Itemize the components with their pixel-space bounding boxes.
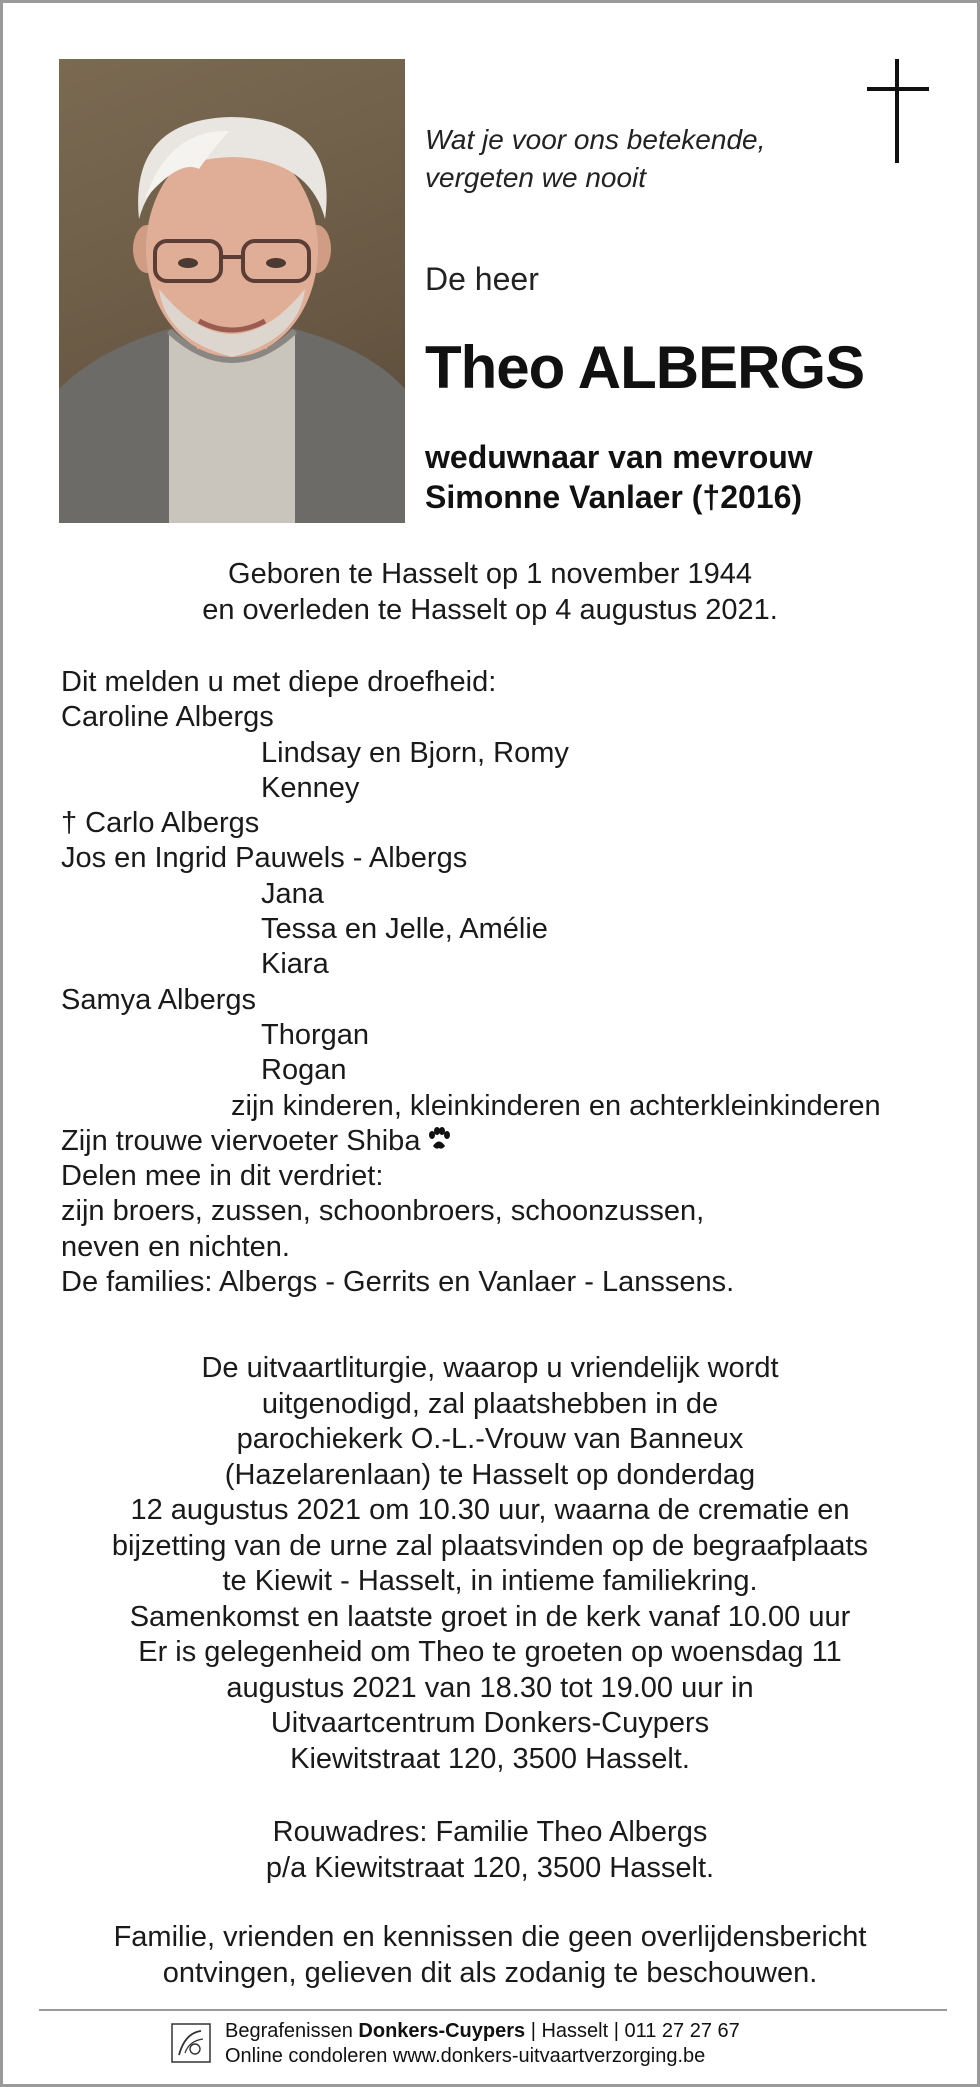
dates-line: en overleden te Hasselt op 4 augustus 2021. (202, 593, 778, 626)
family-line (61, 1089, 881, 1124)
family-line (61, 983, 881, 1018)
funeral-home-logo-icon (171, 2023, 211, 2063)
motto-line: vergeten we nooit (425, 162, 647, 193)
family-line (61, 771, 881, 806)
funeral-details (3, 1351, 977, 1777)
family-line-text: Thorgan (261, 1018, 370, 1051)
family-line (61, 1124, 881, 1159)
family-line (61, 736, 881, 771)
family-line (61, 665, 881, 700)
address-line: p/a Kiewitstraat 120, 3500 Hasselt. (265, 1851, 715, 1884)
spouse-line: Simonne Vanlaer (†2016) (425, 479, 803, 515)
footer-prefix: Begrafenissen (225, 2020, 359, 2042)
company-name: Donkers-Cuypers (358, 2020, 526, 2042)
family-line-text: Jana (261, 877, 324, 910)
closing-line: Familie, vrienden en kennissen die geen overlijdensbericht (113, 1921, 867, 1953)
birth-death-dates (3, 557, 977, 628)
funeral-details-line: Uitvaartcentrum Donkers-Cuypers (270, 1707, 710, 1739)
footer-line-2: Online condoleren www.donkers-uitvaartverzorging.be (225, 2045, 706, 2067)
paw-icon (426, 1126, 452, 1152)
family-line (61, 947, 881, 982)
funeral-details-line: bijzetting van de urne zal plaatsvinden op de begraafplaats (111, 1529, 869, 1562)
motto (425, 121, 765, 197)
family-line-text: Caroline Albergs (61, 701, 274, 734)
funeral-details-line: Er is gelegenheid om Theo te groeten op woensdag 11 (138, 1636, 842, 1668)
footer-line-1 (225, 2019, 740, 2044)
cross-icon (867, 59, 929, 163)
dates-line: Geboren te Hasselt op 1 november 1944 (228, 558, 752, 590)
family-line-text: Zijn trouwe viervoeter Shiba (61, 1124, 421, 1157)
funeral-details-line: te Kiewit - Hasselt, in intieme familiekring. (222, 1565, 758, 1597)
family-line (61, 1159, 881, 1194)
condolence-address (3, 1815, 977, 1886)
family-line (61, 912, 881, 947)
spouse-info (425, 437, 813, 517)
family-line (61, 1194, 881, 1229)
footer-divider (39, 2009, 947, 2011)
family-line-text: Delen mee in dit verdriet: (61, 1160, 384, 1193)
funeral-details-line: Samenkomst en laatste groet in de kerk vanaf 10.00 uur (129, 1600, 851, 1633)
family-line-text: † Carlo Albergs (61, 807, 260, 840)
family-line-text: Jos en Ingrid Pauwels - Albergs (61, 842, 468, 875)
family-line-text: Dit melden u met diepe droefheid: (61, 666, 497, 698)
family-line-text: zijn broers, zussen, schoonbroers, schoonzussen, (61, 1195, 705, 1228)
family-line (61, 1265, 881, 1300)
family-line-text: Kenney (261, 771, 360, 804)
family-line-text: Samya Albergs (61, 983, 257, 1016)
family-line (61, 1230, 881, 1265)
portrait-photo (59, 59, 405, 523)
family-line-text: De families: Albergs - Gerrits en Vanlaer - Lanssens. (61, 1266, 735, 1299)
family-line-text: Lindsay en Bjorn, Romy (261, 736, 569, 769)
footer-text (225, 2019, 740, 2069)
funeral-details-line: parochiekerk O.-L.-Vrouw van Banneux (236, 1423, 744, 1455)
funeral-details-line: uitgenodigd, zal plaatshebben in de (261, 1387, 719, 1420)
funeral-details-line: Kiewitstraat 120, 3500 Hasselt. (290, 1742, 690, 1775)
family-line-text: neven en nichten. (61, 1230, 290, 1263)
funeral-details-line: De uitvaartliturgie, waarop u vriendelijk wordt (201, 1352, 779, 1384)
family-line-text: Rogan (261, 1054, 347, 1087)
spouse-line: weduwnaar van mevrouw (425, 439, 813, 475)
family-line-text: Kiara (261, 948, 329, 981)
family-line-text: zijn kinderen, kleinkinderen en achterkleinkinderen (231, 1089, 881, 1122)
address-line: Rouwadres: Familie Theo Albergs (272, 1816, 708, 1848)
closing-note (3, 1920, 977, 1991)
family-line (61, 806, 881, 841)
family-line (61, 1018, 881, 1053)
funeral-details-line: 12 augustus 2021 om 10.30 uur, waarna de crematie en (130, 1494, 850, 1526)
footer-contact: | Hasselt | 011 27 27 67 (525, 2020, 740, 2042)
family-line-text: Tessa en Jelle, Amélie (261, 913, 548, 946)
honorific: De heer (425, 261, 539, 297)
funeral-details-line: augustus 2021 van 18.30 tot 19.00 uur in (226, 1671, 754, 1704)
funeral-details-line: (Hazelarenlaan) te Hasselt op donderdag (224, 1458, 756, 1491)
family-list (61, 665, 881, 1300)
motto-line: Wat je voor ons betekende, (425, 124, 766, 155)
closing-line: ontvingen, gelieven dit als zodanig te beschouwen. (162, 1956, 818, 1989)
family-line (61, 877, 881, 912)
family-line (61, 1053, 881, 1088)
family-line (61, 841, 881, 876)
family-line (61, 700, 881, 735)
deceased-name: Theo ALBERGS (425, 334, 865, 401)
